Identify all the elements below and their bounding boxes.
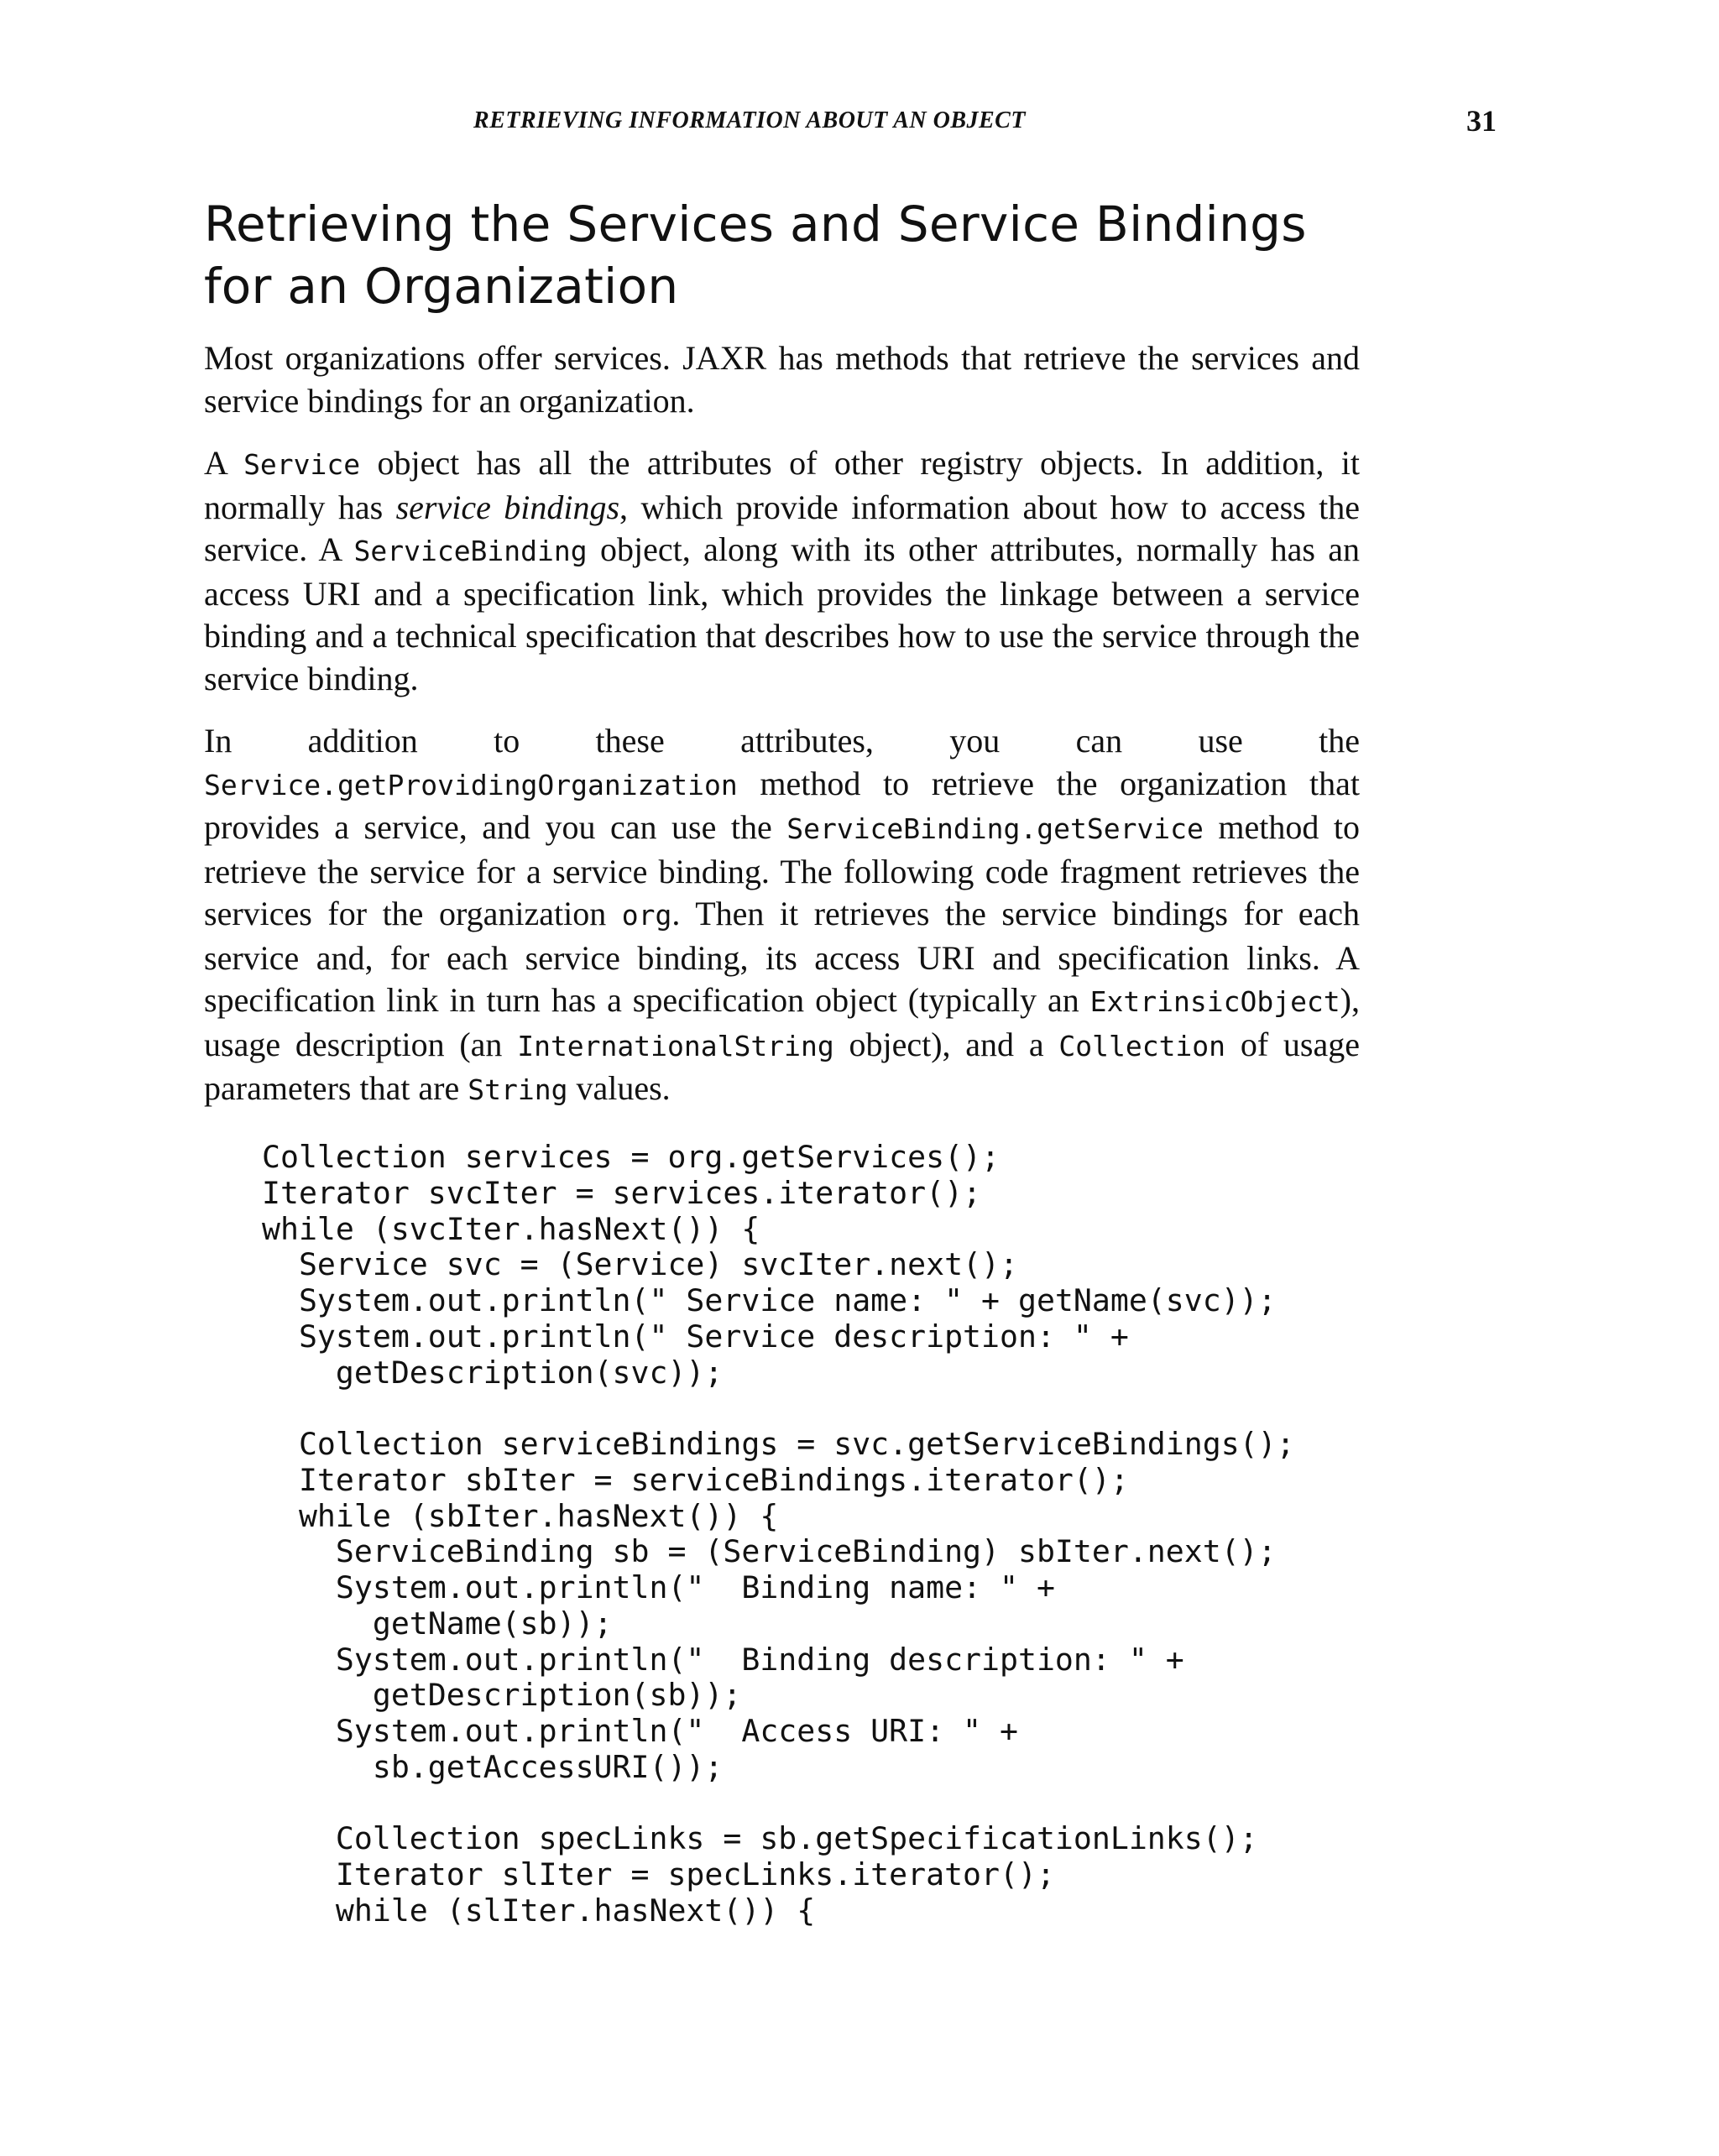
text-run: , which provide information about how to access the service. A [204, 488, 1360, 568]
text-run: object, along with its other attributes, normally has an access URI and a specification link, which provides the linkage between a service binding and a technical specification that describes how to use the service through the service binding. [204, 530, 1361, 697]
code-term: Service [243, 448, 361, 481]
body-text [204, 337, 1360, 1132]
text-run: of usage parameters that are [204, 1025, 1360, 1107]
paragraph-intro: Most organizations offer services. JAXR has methods that retrieve the services and service bindings for an organization. [204, 339, 1360, 420]
code-term: Service.getProvidingOrganization [204, 768, 738, 801]
text-run: method to retrieve the service for a service binding. The following code fragment retrieves the services for the organization [204, 808, 1361, 932]
paragraph-retrieval-methods [204, 720, 1360, 1112]
code-term: ServiceBinding [353, 535, 588, 567]
code-listing: Collection services = org.getServices(); Iterator svcIter = services.iterator(); while (svcIter.hasNext()) { Service svc = (Service) svcIter.next(); System.out.println(" Service name: " + getName(svc)); System.out.println(" Service description: " + getDescription(svc)); Collection serviceBindings = svc.getServiceBindings(); Iterator sbIter = serviceBindings.iterator(); while (sbIter.hasNext()) { ServiceBinding sb = (ServiceBinding) sbIter.next(); System.out.println(" Binding name: " + getName(sb)); System.out.println(" Binding description: " + getDescription(sb)); System.out.println(" Access URI: " + sb.getAccessURI()); Collection specLinks = sb.getSpecificationLinks(); Iterator slIter = specLinks.iterator(); while (slIter.hasNext()) { [262, 1139, 1295, 1929]
code-term: InternationalString [517, 1029, 834, 1062]
code-term: ExtrinsicObject [1089, 985, 1340, 1018]
code-term: org [621, 899, 672, 932]
text-run: ), usage description (an [204, 981, 1360, 1063]
running-title: RETRIEVING INFORMATION ABOUT AN OBJECT [473, 107, 1026, 133]
page-number: 31 [1466, 104, 1497, 138]
paragraph-service-object [204, 442, 1360, 700]
text-run: object has all the attributes of other registry objects. In addition, it normally has [204, 444, 1360, 526]
text-run: values. [567, 1069, 671, 1107]
code-term: ServiceBinding.getService [786, 812, 1204, 845]
text-run: In addition to these attributes, you can use the [204, 722, 1360, 760]
text-run: . Then it retrieves the service bindings for each service and, for each service binding, its access URI and specification links. A specification link in turn has a specification object (typically an [204, 895, 1360, 1019]
running-header [204, 104, 1497, 138]
code-term: Collection [1058, 1029, 1226, 1062]
text-run: A [204, 444, 244, 482]
code-term: String [468, 1073, 568, 1106]
emphasis-term: service bindings [395, 488, 620, 526]
text-run: object), and a [833, 1025, 1059, 1063]
section-title: Retrieving the Services and Service Bindings for an Organization [204, 196, 1307, 315]
text-run: method to retrieve the organization that provides a service, and you can use the [204, 764, 1360, 846]
